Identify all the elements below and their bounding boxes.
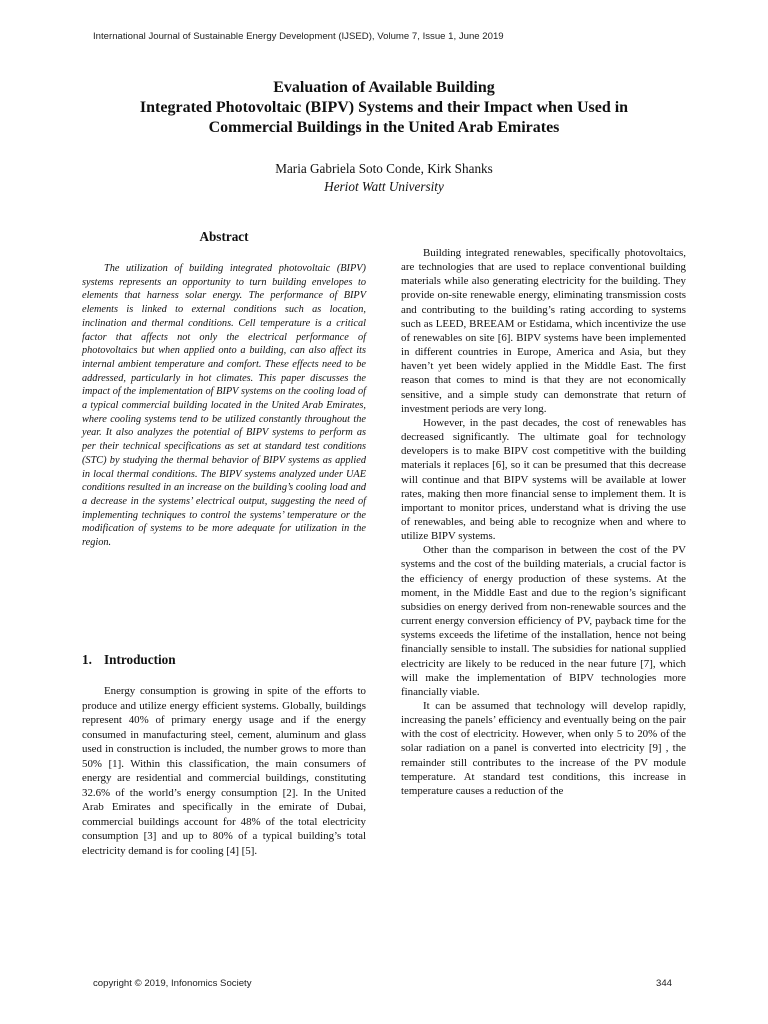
body-paragraph: Other than the comparison in between the cost of the PV systems and the cost of the building materials, a crucial factor is the efficiency of energy production of these systems. At the moment, in the Middle East and due to the region’s significant subsidies on energy derived from non-renewable sources and the current energy conversion efficiency of PV, payback time for the systems exceeds the lifetime of the installation, hence not being financially sensible to install. The subsidies for national supplied electricity are likely to be reduced in the near future [7], which will make the implementation of BIPV technologies more financially viable. [401, 544, 686, 698]
section-number: 1. [82, 652, 92, 667]
introduction-heading [82, 652, 366, 668]
section-title: Introduction [104, 652, 176, 667]
author-names: Maria Gabriela Soto Conde, Kirk Shanks [275, 161, 493, 176]
footer-copyright: copyright © 2019, Infonomics Society [93, 978, 252, 989]
title-line-1: Evaluation of Available Building [273, 79, 495, 96]
body-paragraph: It can be assumed that technology will develop rapidly, increasing the panels’ efficiency and eventually being on the pair with the cost of electricity. However, when only 5 to 20% of the solar radiation on a panel is converted into electricity [9] , the remainder still contributes to the increase of the PV module temperature. At standard test conditions, this increase in temperature causes a reduction of the [401, 700, 686, 797]
body-paragraph: Building integrated renewables, specifically photovoltaics, are technologies that are used to replace conventional building materials while also generating electricity for the building. They provide on-site renewable energy, eliminating transmission costs and contributing to the building’s rating according to systems such as LEED, BREEAM or Estidama, which incentivize the use of renewables on site [6]. BIPV systems have been implemented in different countries in Europe, America and Asia, but they haven’t yet been widely applied in the Middle East. The first reason that comes to mind is that they are not economically sensitive, and a simple study can demonstrate that return of investment periods are very long. [401, 247, 686, 415]
abstract-heading: Abstract [199, 229, 249, 244]
author-block [70, 160, 698, 196]
right-column [401, 246, 686, 798]
footer-page-number: 344 [656, 978, 673, 989]
abstract-text: The utilization of building integrated photovoltaic (BIPV) systems represents an opportunity to turn building envelopes to elements that harness solar energy. The performance of BIPV elements is linked to external conditions such as location, inclination and thermal conditions. Cell temperature is a critical factor that affects not only the electrical performance of photovoltaics but when applied onto a building, can also affect its internal ambient temperature and comfort. These effects need to be addressed, particularly in hot climates. This paper discusses the impact of the implementation of BIPV systems on the cooling load of a typical commercial building located in the United Arab Emirates, where cooling systems tend to be utilized constantly throughout the year. It also analyzes the potential of BIPV systems to perform as per their technical specifications as set at standard test conditions (STC) by studying the thermal behavior of BIPV systems as applied in local thermal conditions. The BIPV systems analyzed under UAE conditions resulted in an increase on the building’s cooling load and a decrease in the systems’ electrical output, suggesting the need of implementing techniques to control the systems’ temperature or the modification of systems to be more adequate for utilization in the region. [82, 263, 366, 549]
running-head: International Journal of Sustainable Energy Development (IJSED), Volume 7, Issue 1, June 2019 [93, 31, 504, 42]
title-line-2: Integrated Photovoltaic (BIPV) Systems and their Impact when Used in [139, 99, 629, 116]
body-paragraph: However, in the past decades, the cost of renewables has decreased significantly. The ultimate goal for technology developers is to make BIPV cost competitive with the building materials it replaces [6], so it can be presumed that this decrease will continue and that BIPV systems will be available at lower rates, making then more financial sense to implement them. It is important to monitor prices, understand what is driving the use of renewables, and being able to recognize when and where to utilize BIPV systems. [401, 416, 686, 543]
author-affiliation: Heriot Watt University [324, 179, 444, 194]
paper-title [70, 78, 698, 138]
introduction-paragraph: Energy consumption is growing in spite of the efforts to produce and utilize energy efficient systems. Globally, buildings represent 40% of primary energy usage and if the energy consumed in manufacturing steel, cement, aluminum and glass used in construction is included, the number grows to more than 50% [1]. Within this classification, the main consumers of energy are residential and commercial buildings, constituting 32.6% of the world’s energy consumption [2]. In the United Arab Emirates and specifically in the emirate of Dubai, commercial buildings account for 48% of the total electricity consumption [3] and up to 80% of a typical building’s total electricity demand is for cooling [4] [5]. [82, 685, 366, 857]
title-line-3: Commercial Buildings in the United Arab Emirates [208, 119, 560, 136]
